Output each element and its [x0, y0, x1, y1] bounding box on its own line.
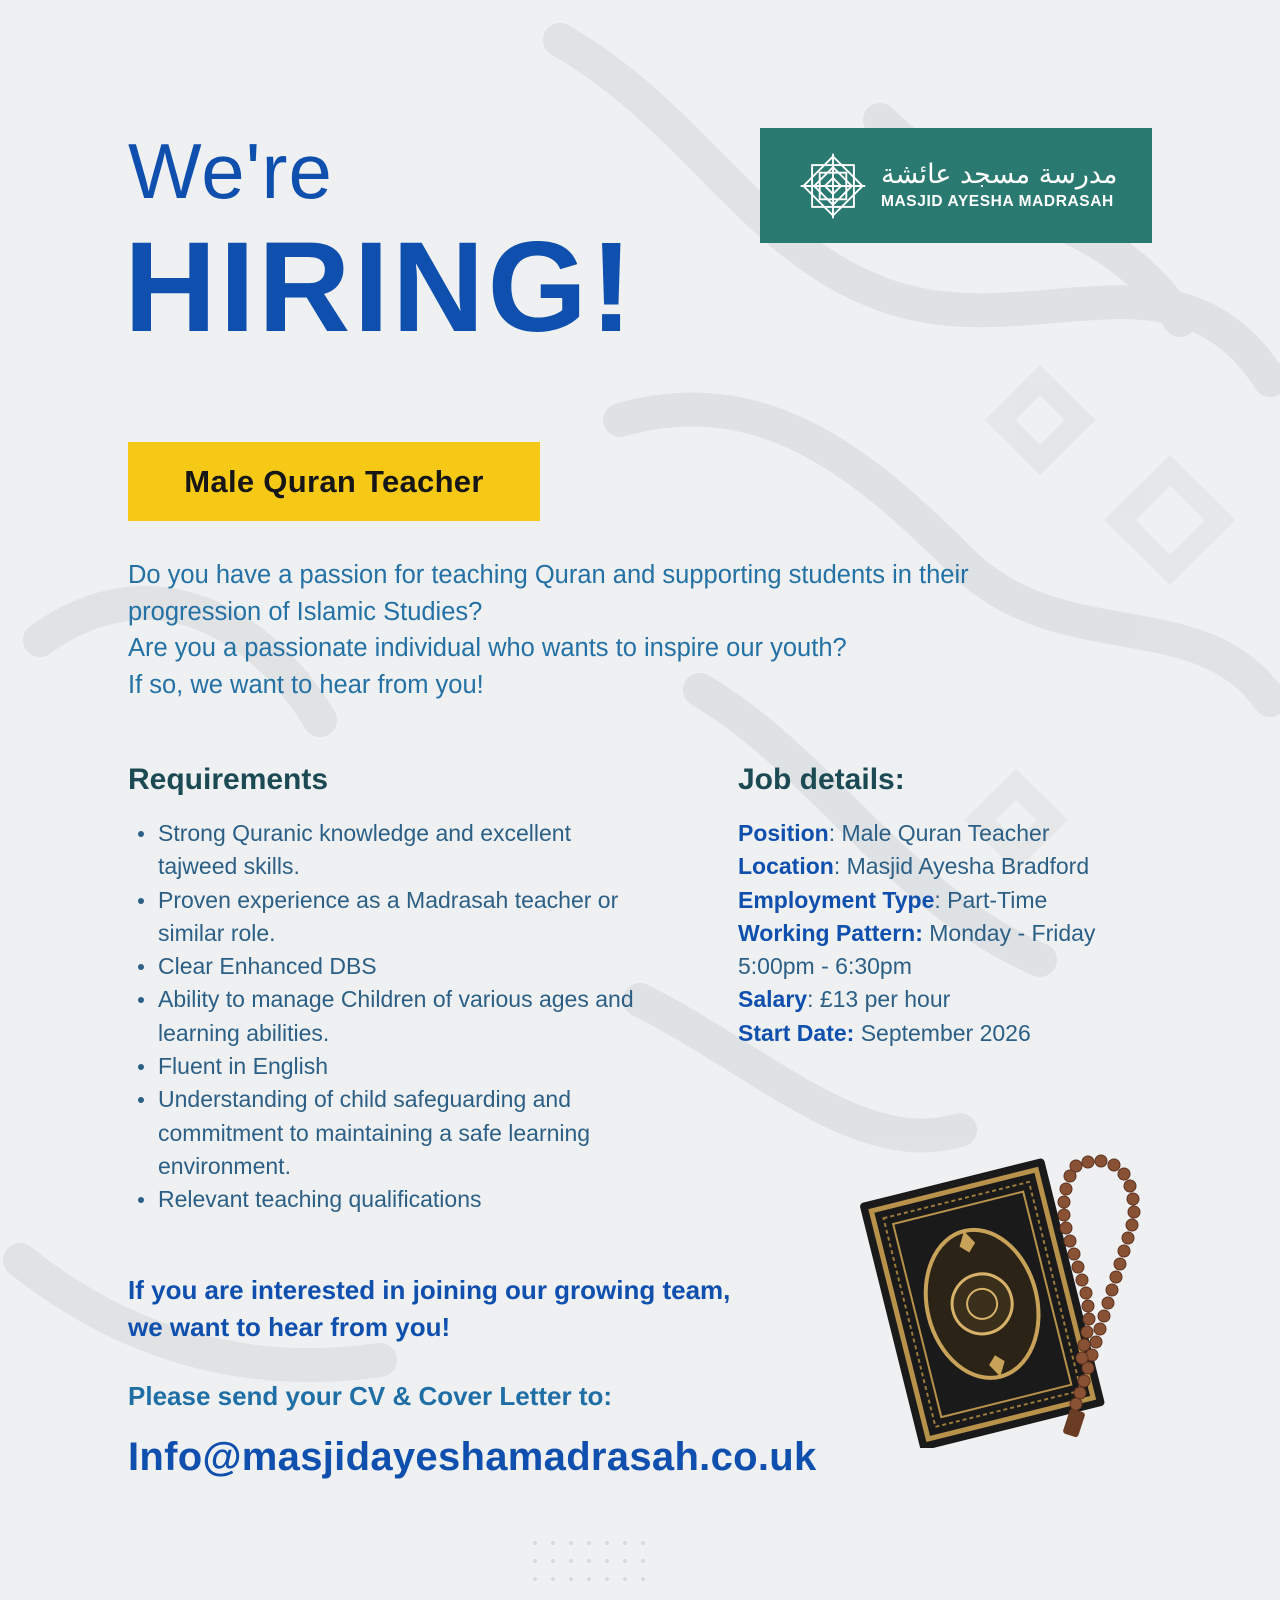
job-detail-salary: Salary: £13 per hour — [738, 986, 951, 1013]
quran-book-with-prayer-beads-icon — [858, 1148, 1168, 1448]
logo-arabic-name: مدرسة مسجد عائشة — [881, 158, 1118, 190]
job-detail-position: Position: Male Quran Teacher — [738, 820, 1050, 846]
contact-email-link[interactable]: Info@masjidayeshamadrasah.co.uk — [128, 1435, 817, 1479]
job-details-list — [738, 817, 1178, 1050]
job-detail-location: Location: Masjid Ayesha Bradford — [738, 853, 1090, 880]
job-detail-employment-type: Employment Type: Part-Time — [738, 886, 1048, 913]
intro-text — [128, 557, 1088, 703]
job-detail-working-pattern: Working Pattern: Monday - Friday 5:00pm - 6:30pm — [738, 919, 1096, 980]
list-item: Relevant teaching qualifications — [128, 1183, 648, 1216]
closing-line: If you are interested in joining our growing team, — [128, 1275, 731, 1305]
list-item: Understanding of child safeguarding and commitment to maintaining a safe learning environment. — [128, 1083, 648, 1183]
list-item: Ability to manage Children of various ages and learning abilities. — [128, 983, 648, 1050]
list-item: Fluent in English — [128, 1050, 648, 1083]
madrasah-logo — [760, 128, 1152, 243]
closing-line: we want to hear from you! — [128, 1312, 451, 1342]
logo-english-name: MASJID AYESHA MADRASAH — [881, 193, 1114, 211]
requirements-list — [128, 817, 648, 1217]
closing-message — [128, 1272, 848, 1346]
decorative-dots — [530, 1538, 660, 1588]
job-detail-start-date: Start Date: September 2026 — [738, 1019, 1031, 1046]
role-badge-label: Male Quran Teacher — [184, 463, 484, 499]
geometric-star-emblem-icon — [795, 148, 871, 224]
cv-instruction: Please send your CV & Cover Letter to: — [128, 1381, 613, 1411]
intro-line: Do you have a passion for teaching Quran and supporting students in their progression of Islamic Studies? — [128, 561, 969, 626]
intro-line: If so, we want to hear from you! — [128, 670, 484, 699]
list-item: Proven experience as a Madrasah teacher or similar role. — [128, 884, 648, 951]
intro-line: Are you a passionate individual who wants to inspire our youth? — [128, 634, 847, 662]
job-details-heading: Job details: — [738, 763, 905, 796]
role-badge — [128, 442, 540, 521]
requirements-heading: Requirements — [128, 763, 329, 796]
list-item: Clear Enhanced DBS — [128, 950, 648, 983]
list-item: Strong Quranic knowledge and excellent tajweed skills. — [128, 817, 648, 884]
headline-hiring: HIRING! — [124, 216, 636, 359]
headline-were: We're — [128, 127, 333, 215]
